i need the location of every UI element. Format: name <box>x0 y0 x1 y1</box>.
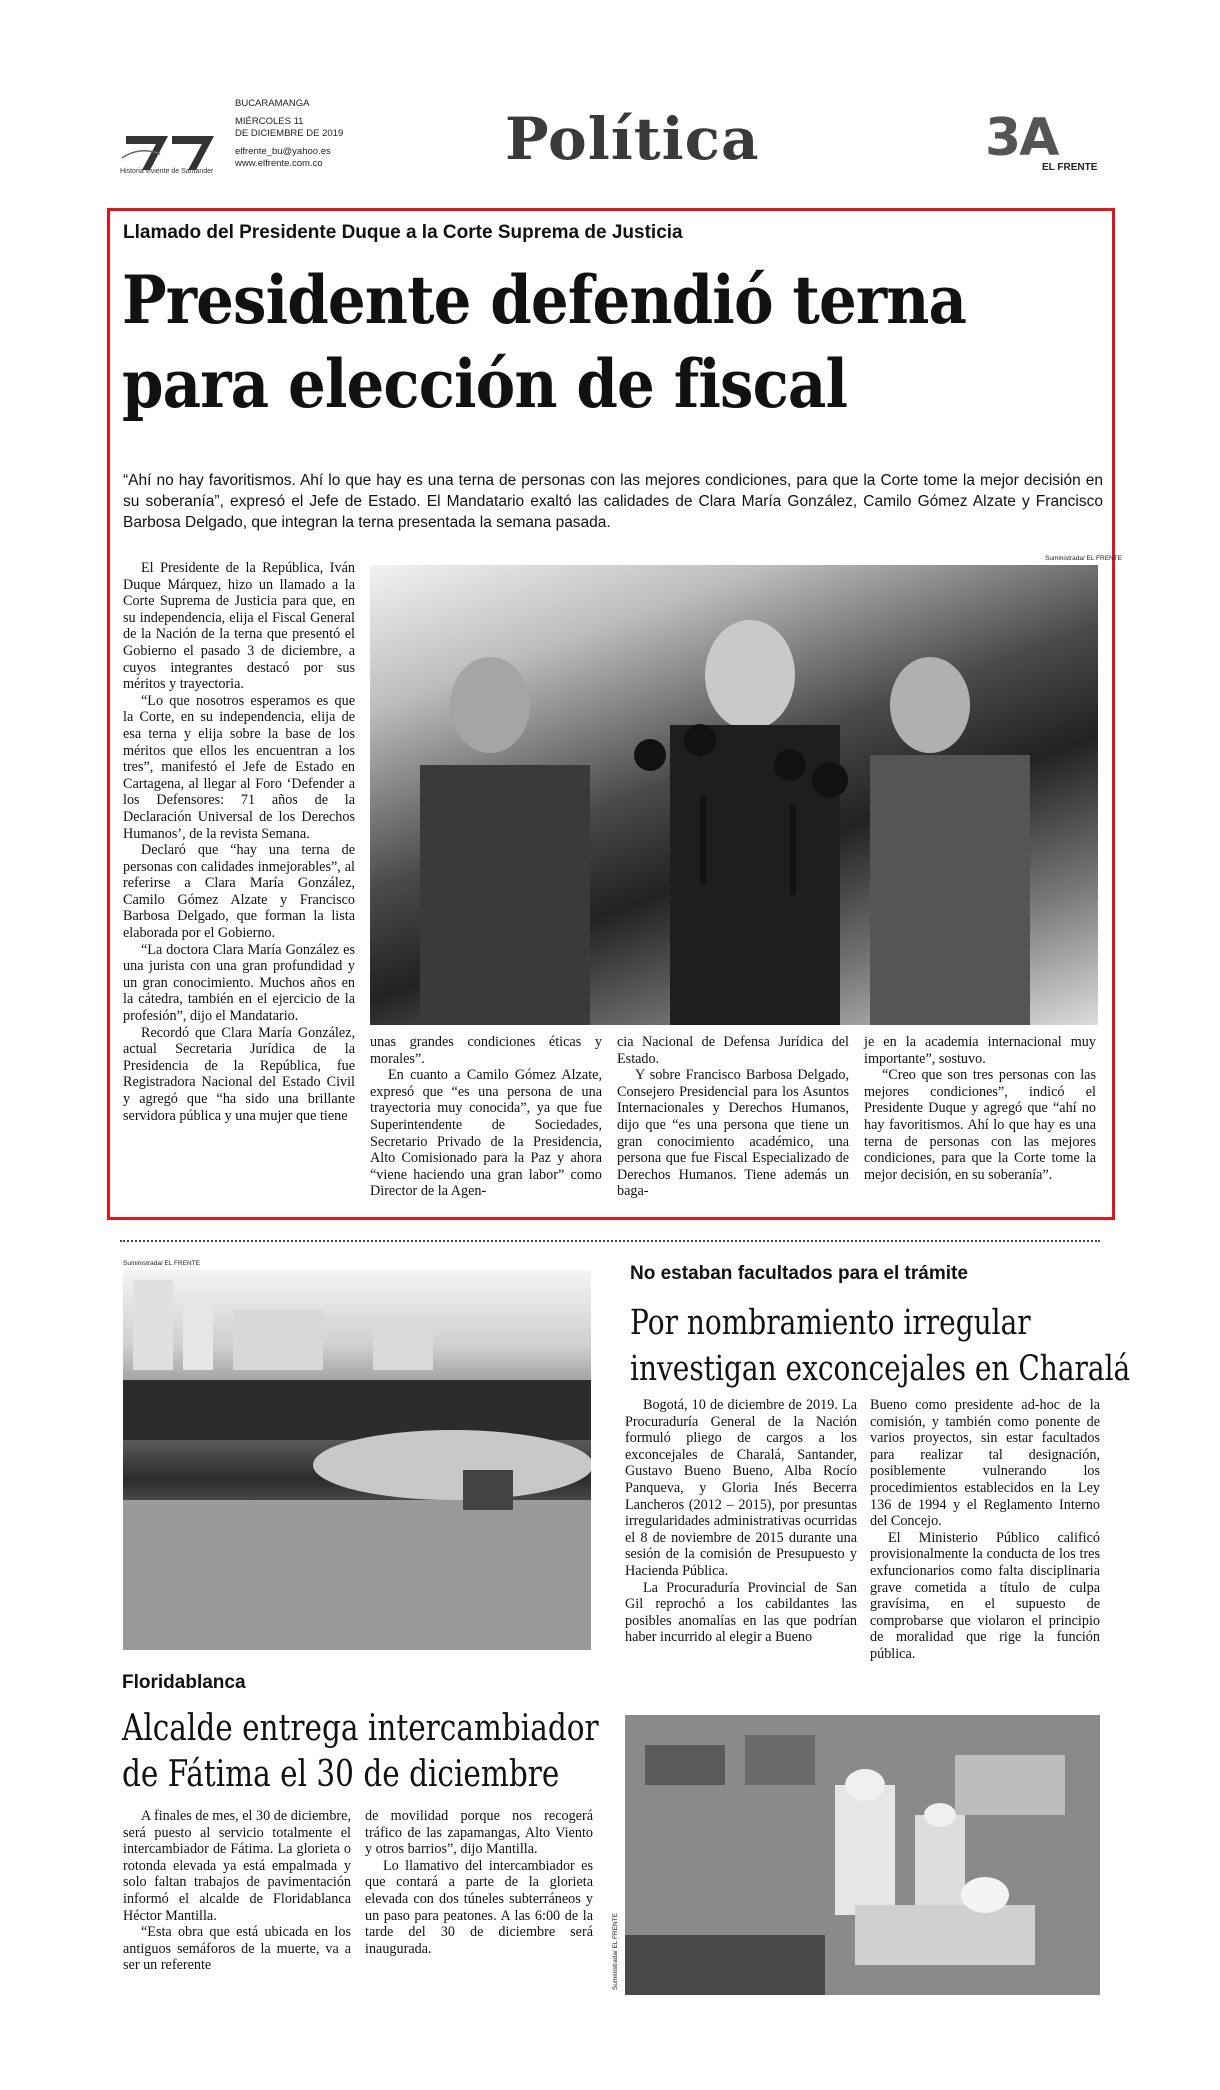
paragraph: Declaró que “hay una terna de personas con calidades inmejorables”, al referirse a Clara María González, Camilo Gómez Alzate y Francisco Barbosa Delgado, que forman la lista elaborada por el Gobierno. <box>123 842 355 942</box>
story3-headline-line-1: Por nombramiento irregular <box>630 1303 1031 1343</box>
paragraph: Bogotá, 10 de diciembre de 2019. La Procuraduría General de la Nación formuló pliego de cargos a los exconcejales de Charalá, Santander, Gustavo Bueno Bueno, Alba Rocío Panqueva, y Gloria Inés Becerra Lancheros (2012 – 2015), por presuntas irregularidades administrativas ocurridas el 8 de noviembre de 2015 durante una sesión de la comisión de Presupuesto y Hacienda Pública. <box>625 1397 857 1579</box>
story3-headline <box>630 1300 1130 1392</box>
story3-column-1 <box>625 1397 857 1646</box>
paragraph: je en la academia internacional muy importante”, sostuvo. <box>864 1034 1096 1067</box>
masthead-info <box>235 98 343 170</box>
main-column-2 <box>370 1034 602 1200</box>
story2-column-1 <box>123 1808 351 1974</box>
section-divider <box>120 1240 1100 1242</box>
paper-name: EL FRENTE <box>1042 162 1098 173</box>
story3-photo <box>625 1715 1100 1995</box>
story3-photo-credit: Suministrada/ EL FRENTE <box>612 1912 619 1990</box>
date-line-2: DE DICIEMBRE DE 2019 <box>235 128 344 139</box>
story2-headline <box>122 1706 599 1798</box>
main-photo <box>370 565 1098 1025</box>
main-headline <box>122 258 966 426</box>
story2-column-2 <box>365 1808 593 1957</box>
story2-headline-line-1: Alcalde entrega intercambiador <box>122 1708 599 1749</box>
logo-tagline: Historia viviente de Santander <box>120 168 214 175</box>
main-lead: “Ahí no hay favoritismos. Ahí lo que hay es una terna de personas con las mejores condiciones, para que la Corte tome la mejor decisión en su soberanía”, expresó el Jefe de Estado. El Mandatario exaltó las calidades de Clara María González, Camilo Gómez Alzate y Francisco Barbosa Delgado, que integran la terna presentada la semana pasada. <box>123 472 1103 531</box>
story3-kicker: No estaban facultados para el trámite <box>630 1263 968 1284</box>
section-title: Política <box>505 105 760 173</box>
paragraph: “Esta obra que está ubicada en los antiguos semáforos de la muerte, va a ser un referente <box>123 1924 351 1974</box>
paragraph: El Ministerio Público calificó provisionalmente la conducta de los tres exfuncionarios como falta disciplinaria grave cometida a título de culpa gravísima, en el supuesto de comprobarse que violaron el principio de moralidad que rige la función pública. <box>870 1529 1100 1662</box>
paragraph: A finales de mes, el 30 de diciembre, será puesto al servicio totalmente el intercambiador de Fátima. La glorieta o rotonda elevada ya está empalmada y solo faltan trabajos de pavimentación informó el alcalde de Floridablanca Héctor Mantilla. <box>123 1808 351 1924</box>
press-scrum-illustration <box>370 565 1098 1025</box>
main-column-3 <box>617 1034 849 1200</box>
story3-column-2 <box>870 1397 1100 1663</box>
paragraph: La Procuraduría Provincial de San Gil reprochó a los cabildantes las posibles anomalías en las que podrían haber incurrido al elegir a Bueno <box>625 1579 857 1646</box>
town-aerial-illustration <box>625 1715 1100 1995</box>
paragraph: de movilidad porque nos recogerá tráfico de las zapamangas, Alto Viento y otros barrios”, dijo Mantilla. <box>365 1808 593 1858</box>
main-column-4 <box>864 1034 1096 1183</box>
paragraph: “Lo que nosotros esperamos es que la Corte, en su independencia, elija de esa terna y elija sobre la base de los méritos que ellos les encuentran a los tres”, manifestó el Jefe de Estado en Cartagena, al llegar al Foro ‘Defender a los Defensores: 71 años de la Declaración Universal de los Derechos Humanos’, de la revista Semana. <box>123 692 355 842</box>
main-photo-credit: Suministrada/ EL FRENTE <box>1045 555 1123 562</box>
website: www.elfrente.com.co <box>235 158 323 169</box>
paragraph: En cuanto a Camilo Gómez Alzate, expresó que “es una persona de una trayectoria muy conocida”, ya que fue Superintendente de Sociedades, Secretario Privado de la Presidencia, Alto Comisionado para la Paz y ahora “viene haciendo una gran labor” como Director de la Agen- <box>370 1067 602 1200</box>
email: elfrente_bu@yahoo.es <box>235 146 331 157</box>
date-line-1: MIÉRCOLES 11 <box>235 116 304 127</box>
paragraph: Y sobre Francisco Barbosa Delgado, Consejero Presidencial para los Asuntos Internacionales y Derechos Humanos, dijo que “es una persona que tiene un gran conocimiento académico, una persona que fue Fiscal Especializado de Derechos Humanos. Tiene además un baga- <box>617 1067 849 1200</box>
story3-headline-line-2: investigan exconcejales en Charalá <box>630 1349 1131 1389</box>
story2-kicker: Floridablanca <box>122 1672 246 1693</box>
page-number: 3A <box>985 108 1058 168</box>
paragraph: Recordó que Clara María González, actual Secretaria Jurídica de la Presidencia de la República, fue Registradora Nacional del Estado Civil y agregó que “ha sido una brillante servidora pública y una mujer que tiene <box>123 1024 355 1124</box>
story2-headline-line-2: de Fátima el 30 de diciembre <box>122 1754 560 1795</box>
paragraph: “La doctora Clara María González es una jurista con una gran profundidad y un gran conocimiento. Muchos años en la cátedra, también en el ejercicio de la profesión”, dijo el Mandatario. <box>123 941 355 1025</box>
main-headline-line-1: Presidente defendió terna <box>122 261 967 339</box>
paragraph: Lo llamativo del intercambiador es que contará a parte de la glorieta elevada con dos túneles subterráneos y un paso para peatones. A las 6:00 de la tarde del 30 de diciembre será inaugurada. <box>365 1857 593 1957</box>
city: BUCARAMANGA <box>235 98 310 109</box>
main-column-1 <box>123 560 355 1124</box>
main-headline-line-2: para elección de fiscal <box>122 345 848 423</box>
main-kicker: Llamado del Presidente Duque a la Corte Suprema de Justicia <box>123 222 683 243</box>
story2-photo <box>123 1270 591 1650</box>
paragraph: cia Nacional de Defensa Jurídica del Estado. <box>617 1034 849 1067</box>
story2-photo-credit: Suministrada/ EL FRENTE <box>123 1260 201 1267</box>
paragraph: Bueno como presidente ad-hoc de la comisión, y también como ponente de varios proyectos, sin estar facultados para realizar tal designación, posiblemente vulnerando los procedimientos establecidos en la Ley 136 de 1994 y el Reglamento Interno del Concejo. <box>870 1397 1100 1530</box>
paragraph: unas grandes condiciones éticas y morales”. <box>370 1034 602 1067</box>
paragraph: El Presidente de la República, Iván Duque Márquez, hizo un llamado a la Corte Suprema de Justicia para que, en su independencia, elija el Fiscal General de la Nación de la terna que presentó el Gobierno el pasado 3 de diciembre, a cuyos integrantes destacó por sus méritos y trayectoria. <box>123 560 355 693</box>
paragraph: “Creo que son tres personas con las mejores condiciones”, indicó el Presidente Duque y agregó que “ahí no hay favoritismos. Ahí lo que hay es una terna de personas con las mejores condiciones, para que la Corte tome la mejor decisión, en su soberanía”. <box>864 1067 1096 1183</box>
interchange-illustration <box>123 1270 591 1650</box>
